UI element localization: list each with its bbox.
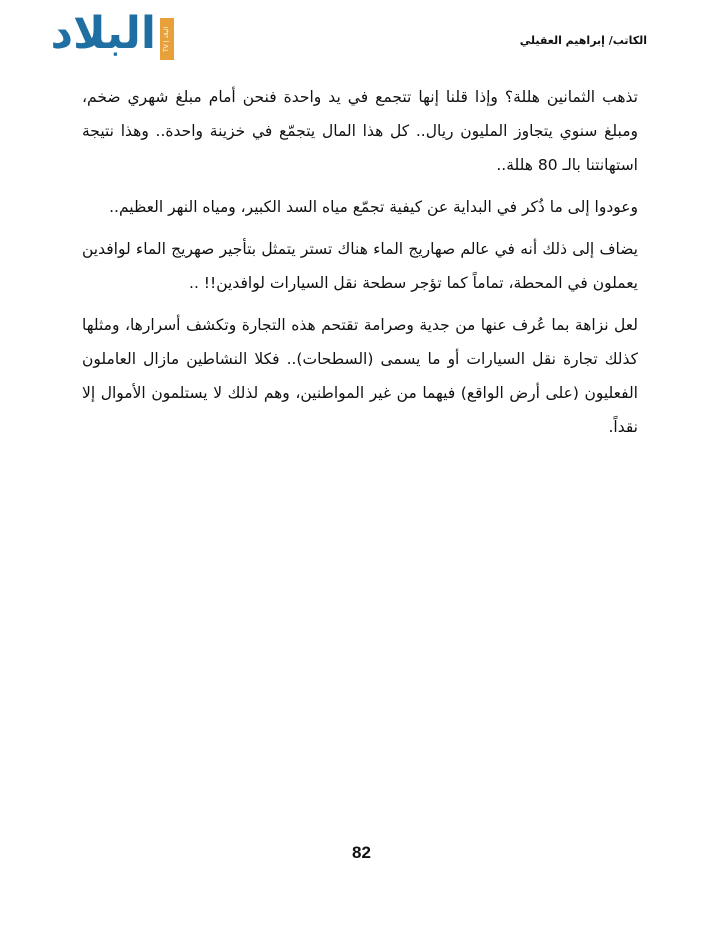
author-byline: الكاتب/ إبراهيم العقيلي bbox=[519, 34, 647, 47]
article-body bbox=[82, 80, 638, 452]
page-number: 82 bbox=[352, 843, 371, 862]
paragraph-3: يضاف إلى ذلك أنه في عالم صهاريج الماء هناك تستر يتمثل بتأجير صهريج الماء لوافدين يعملون في المحطة، تماماً كما تؤجر سطحة نقل السيارات لوافدين!! .. bbox=[82, 240, 638, 292]
logo-tag: TV | البلاد bbox=[160, 18, 174, 60]
publication-logo bbox=[48, 8, 176, 62]
logo-text: البلاد bbox=[50, 8, 156, 59]
paragraph-1: تذهب الثمانين هللة؟ وإذا قلنا إنها تتجمع في يد واحدة فنحن أمام مبلغ شهري ضخم، ومبلغ سنوي يتجاوز المليون ريال.. كل هذا المال يتجمّع في خزينة واحدة.. وهذا نتيجة استهانتنا بالـ 80 هللة.. bbox=[82, 88, 638, 174]
paragraph-4: لعل نزاهة بما عُرف عنها من جدية وصرامة تقتحم هذه التجارة وتكشف أسرارها، ومثلها كذلك تجارة نقل السيارات أو ما يسمى (السطحات).. فكلا النشاطين مازال العاملون الفعليون (على أرض الواقع) فيهما من غير المواطنين، وهم لذلك لا يستلمون الأموال إلا نقداً. bbox=[82, 316, 638, 436]
paragraph-2: وعودوا إلى ما ذُكر في البداية عن كيفية تجمّع مياه السد الكبير، ومياه النهر العظيم.. bbox=[109, 198, 638, 216]
